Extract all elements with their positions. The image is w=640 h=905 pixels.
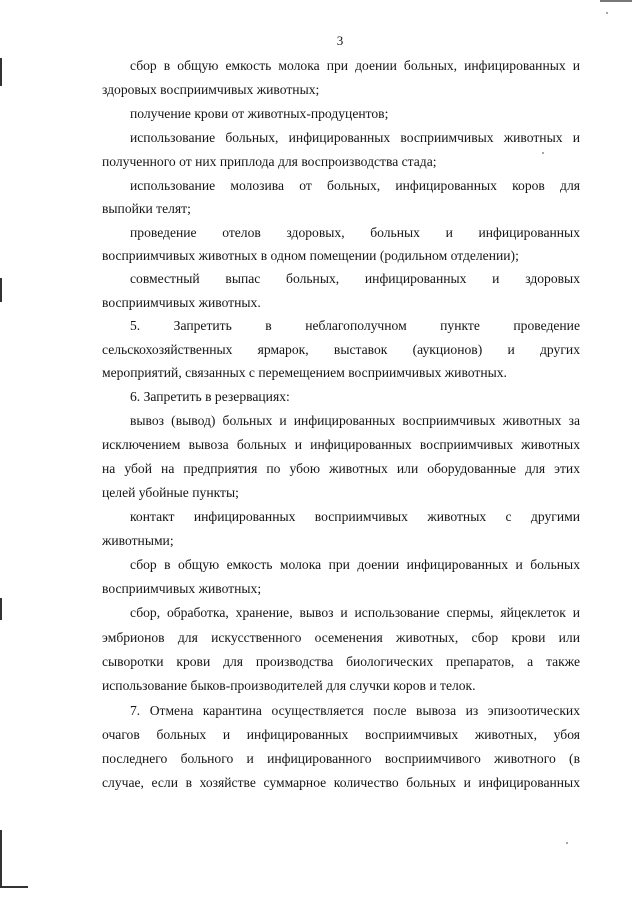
text-line: получение крови от животных-продуцентов; bbox=[130, 106, 389, 121]
text-line: эмбрионов для искусственного осеменения животных, сбор крови или bbox=[102, 630, 580, 645]
scan-margin-mark bbox=[0, 886, 28, 888]
text-line: случае, если в хозяйстве суммарное количество больных и инфицированных bbox=[102, 775, 580, 790]
text-line: очагов больных и инфицированных восприимчивых животных, убоя bbox=[102, 727, 580, 742]
scan-speck bbox=[606, 12, 608, 14]
scan-speck bbox=[566, 842, 568, 844]
text-line: восприимчивых животных в одном помещении (родильном отделении); bbox=[102, 248, 519, 263]
scan-margin-mark bbox=[0, 278, 2, 302]
page-number: 3 bbox=[336, 33, 344, 48]
scan-margin-mark bbox=[0, 58, 2, 86]
text-line: сбор в общую емкость молока при доении инфицированных и больных bbox=[130, 557, 580, 572]
scan-speck bbox=[542, 152, 544, 154]
text-line: проведение отелов здоровых, больных и инфицированных bbox=[130, 225, 580, 240]
text-line: восприимчивых животных; bbox=[102, 581, 262, 596]
text-line: сбор в общую емкость молока при доении больных, инфицированных и bbox=[130, 58, 580, 73]
text-line: на убой на предприятия по убою животных или оборудованные для этих bbox=[102, 461, 580, 476]
text-line: целей убойные пункты; bbox=[102, 485, 239, 500]
text-line: контакт инфицированных восприимчивых животных с другими bbox=[130, 509, 580, 524]
text-line: сельскохозяйственных ярмарок, выставок (аукционов) и других bbox=[102, 342, 580, 357]
text-line: исключением вывоза больных и инфицированных восприимчивых животных bbox=[102, 437, 580, 452]
text-line: 6. Запретить в резервациях: bbox=[130, 389, 290, 404]
text-line: сбор, обработка, хранение, вывоз и использование спермы, яйцеклеток и bbox=[130, 605, 580, 620]
text-line: мероприятий, связанных с перемещением восприимчивых животных. bbox=[102, 365, 507, 380]
text-line: совместный выпас больных, инфицированных и здоровых bbox=[130, 271, 580, 286]
text-line: использование молозива от больных, инфицированных коров для bbox=[130, 178, 580, 193]
scan-edge-mark bbox=[600, 0, 632, 2]
text-line: 7. Отмена карантина осуществляется после вывоза из эпизоотических bbox=[130, 703, 580, 718]
text-line: использование больных, инфицированных восприимчивых животных и bbox=[130, 130, 580, 145]
scan-margin-mark bbox=[0, 830, 2, 888]
text-line: последнего больного и инфицированного восприимчивого животного (в bbox=[102, 751, 580, 766]
text-line: использование быков-производителей для случки коров и телок. bbox=[102, 678, 476, 693]
text-line: животными; bbox=[102, 533, 174, 548]
text-line: вывоз (вывод) больных и инфицированных восприимчивых животных за bbox=[130, 413, 580, 428]
scan-margin-mark bbox=[0, 598, 2, 620]
text-line: выпойки телят; bbox=[102, 201, 191, 216]
text-line: здоровых восприимчивых животных; bbox=[102, 82, 320, 97]
text-line: 5. Запретить в неблагополучном пункте проведение bbox=[130, 318, 580, 333]
text-line: полученного от них приплода для воспроизводства стада; bbox=[102, 154, 437, 169]
text-line: восприимчивых животных. bbox=[102, 295, 261, 310]
text-line: сыворотки крови для производства биологических препаратов, а также bbox=[102, 654, 580, 669]
